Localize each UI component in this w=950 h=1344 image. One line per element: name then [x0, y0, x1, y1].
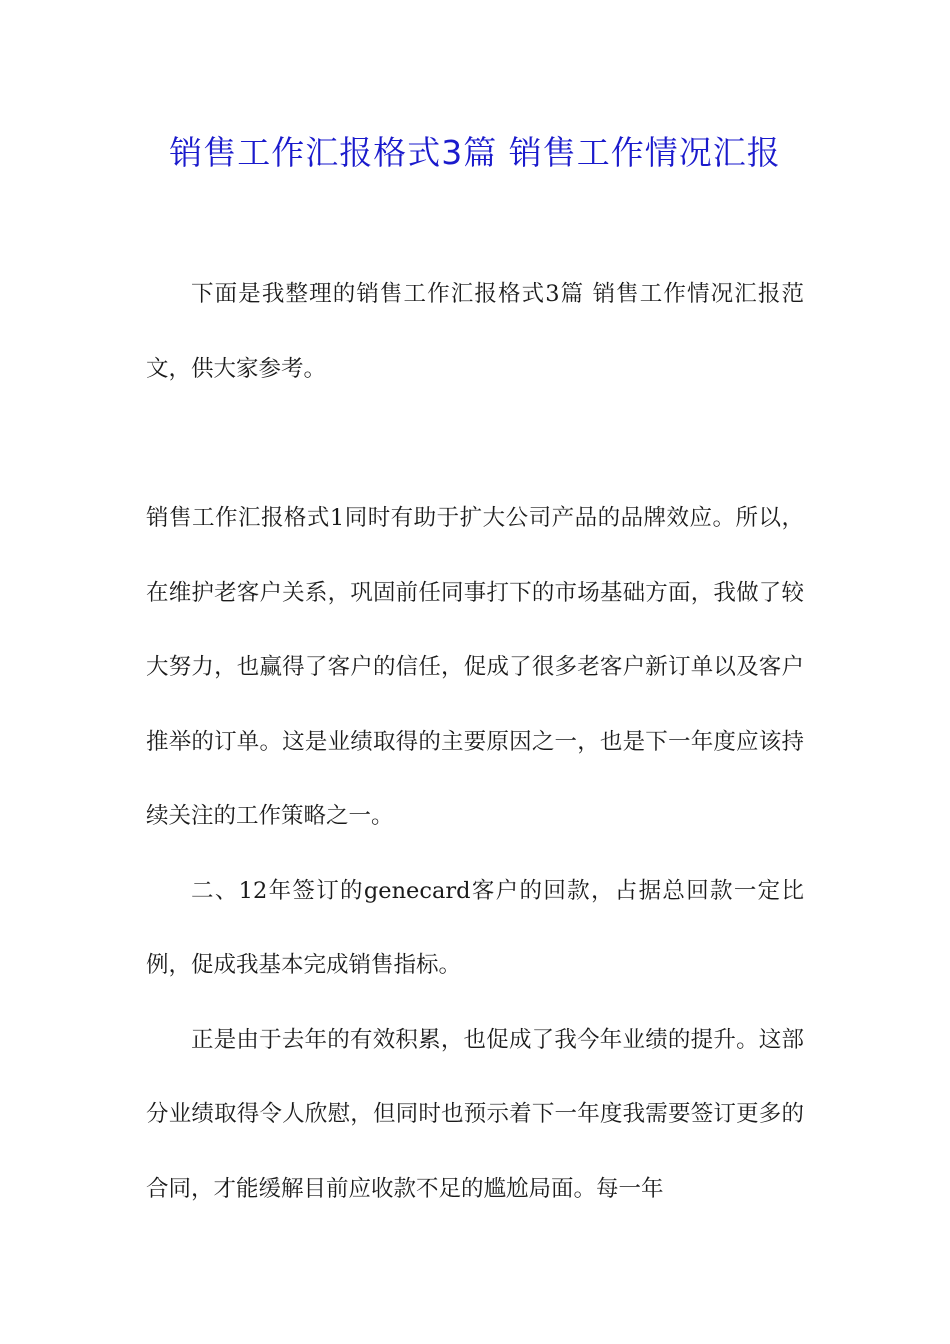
body-paragraph-3: 正是由于去年的有效积累，也促成了我今年业绩的提升。这部分业绩取得令人欣慰，但同时也预示着下一年度我需要签订更多的合同，才能缓解目前应收款不足的尴尬局面。每一年	[146, 1026, 804, 1202]
body-paragraph-1: 销售工作汇报格式1同时有助于扩大公司产品的品牌效应。所以，在维护老客户关系，巩固前任同事打下的市场基础方面，我做了较大努力，也赢得了客户的信任，促成了很多老客户新订单以及客户推举的订单。这是业绩取得的主要原因之一，也是下一年度应该持续关注的工作策略之一。	[146, 505, 804, 829]
intro-paragraph: 下面是我整理的销售工作汇报格式3篇 销售工作情况汇报范文，供大家参考。	[146, 281, 804, 382]
document-body	[146, 257, 804, 1226]
document-title: 销售工作汇报格式3篇 销售工作情况汇报	[169, 133, 781, 172]
body-paragraph-2: 二、12年签订的genecard客户的回款，占据总回款一定比例，促成我基本完成销售指标。	[146, 877, 804, 978]
paragraph-gap	[146, 406, 804, 481]
